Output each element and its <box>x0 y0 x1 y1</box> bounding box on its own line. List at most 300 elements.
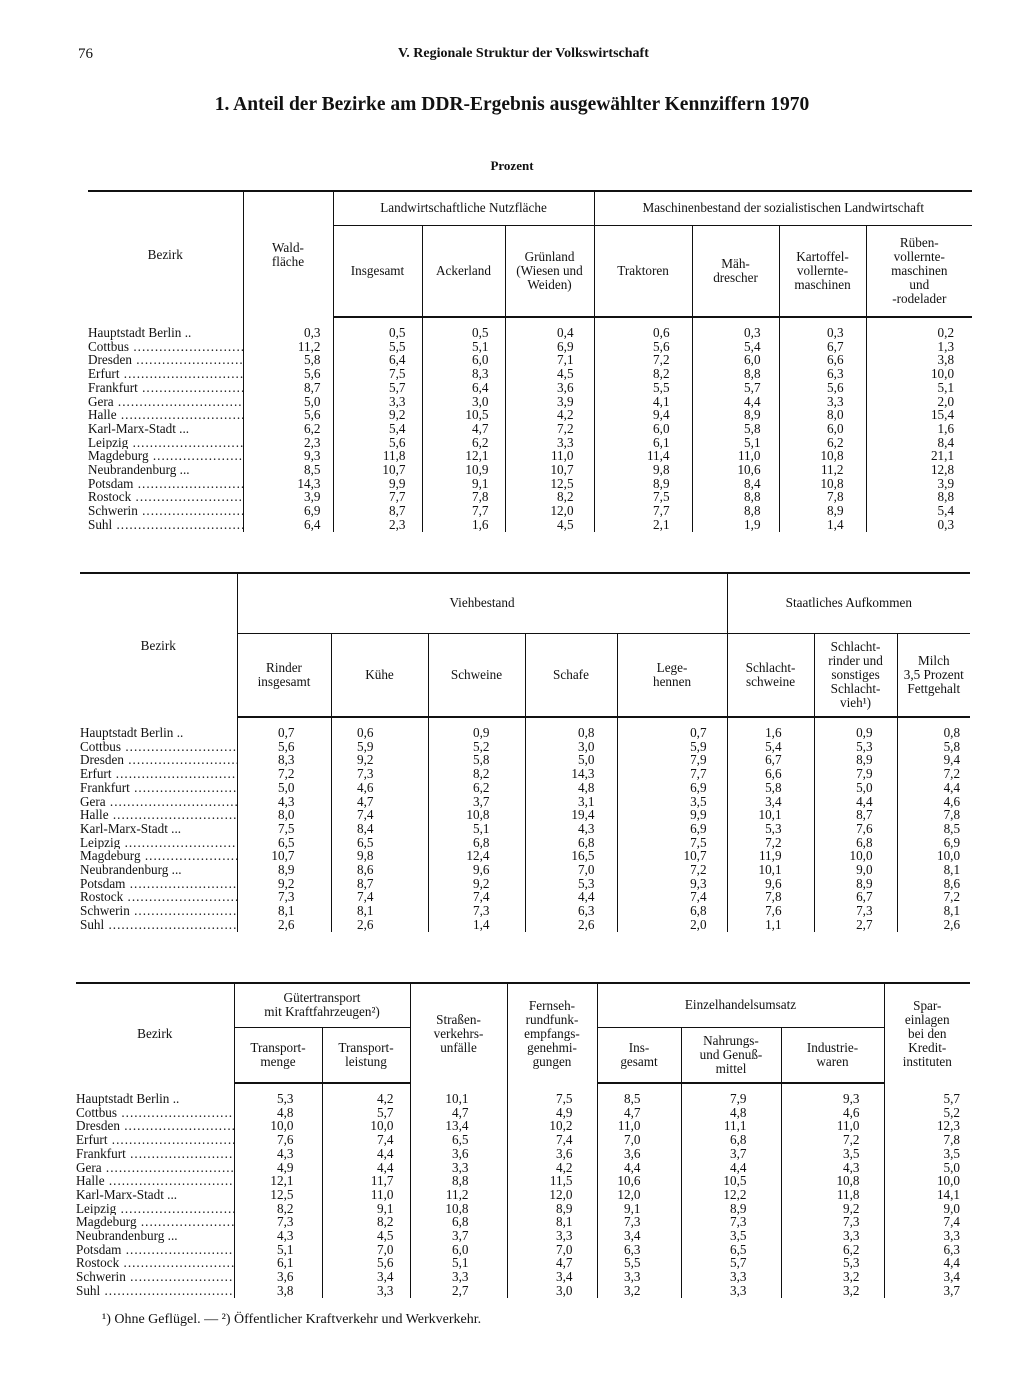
table-row <box>80 877 970 891</box>
table-cell: 7,9 <box>814 767 897 781</box>
bezirk-name: Gera ..... <box>80 795 237 809</box>
table-cell: 7,4 <box>428 890 525 904</box>
table-cell: 6,3 <box>597 1243 681 1257</box>
table-cell: 4,5 <box>505 367 594 381</box>
table-cell: 4,8 <box>234 1106 322 1120</box>
table-cell: 5,8 <box>897 740 970 754</box>
table-cell: 12,0 <box>507 1188 597 1202</box>
table-cell: 10,7 <box>505 463 594 477</box>
table-cell: 11,0 <box>505 449 594 463</box>
bezirk-name: Cottbus ..... <box>88 340 243 354</box>
table-cell: 21,1 <box>866 449 972 463</box>
table-cell: 4,7 <box>331 795 428 809</box>
table-cell: 12,5 <box>505 477 594 491</box>
table-cell: 0,4 <box>505 317 594 340</box>
table-cell: 11,1 <box>681 1119 781 1133</box>
table-row <box>76 1106 970 1120</box>
table-cell: 10,0 <box>884 1174 970 1188</box>
table-cell: 3,3 <box>681 1270 781 1284</box>
table-cell: 9,6 <box>428 863 525 877</box>
table-cell: 3,6 <box>234 1270 322 1284</box>
table-cell: 12,0 <box>505 504 594 518</box>
header-bezirk: Bezirk <box>88 191 243 317</box>
table-cell: 5,9 <box>617 740 727 754</box>
table-cell: 7,6 <box>234 1133 322 1147</box>
table-cell: 6,8 <box>617 904 727 918</box>
table-cell: 7,3 <box>597 1215 681 1229</box>
table-cell: 7,7 <box>333 490 422 504</box>
table-cell: 4,3 <box>525 822 617 836</box>
header-fernsehgenehmigungen: Fernseh- rundfunk- empfangs- genehmi- gungen <box>507 983 597 1083</box>
table-cell: 5,8 <box>692 422 779 436</box>
table-row <box>88 449 972 463</box>
bezirk-name: Magdeburg ..... <box>80 849 237 863</box>
table-cell: 8,9 <box>507 1202 597 1216</box>
table-cell: 4,1 <box>594 395 692 409</box>
bezirk-name: Erfurt ..... <box>88 367 243 381</box>
table-cell: 6,8 <box>525 836 617 850</box>
table-cell: 10,8 <box>781 1174 884 1188</box>
table-cell: 14,1 <box>884 1188 970 1202</box>
bezirk-name: Leipzig ..... <box>80 836 237 850</box>
table-cell: 7,0 <box>525 863 617 877</box>
table-cell: 7,9 <box>617 753 727 767</box>
table-row <box>80 781 970 795</box>
bezirk-name: Cottbus ..... <box>76 1106 234 1120</box>
header-group-nutzflaeche: Landwirtschaftliche Nutzfläche <box>333 191 594 225</box>
table-cell: 7,3 <box>681 1215 781 1229</box>
table-cell: 3,3 <box>781 1229 884 1243</box>
bezirk-name: Halle ..... <box>80 808 237 822</box>
table-row <box>76 1229 970 1243</box>
bezirk-name: Dresden ..... <box>88 353 243 367</box>
table-cell: 6,9 <box>617 822 727 836</box>
table-row <box>88 353 972 367</box>
table-row <box>88 504 972 518</box>
table-cell: 3,3 <box>507 1229 597 1243</box>
bezirk-name: Cottbus ..... <box>80 740 237 754</box>
table-cell: 5,0 <box>525 753 617 767</box>
table-cell: 6,2 <box>781 1243 884 1257</box>
table-cell: 3,8 <box>866 353 972 367</box>
table-cell: 7,2 <box>897 890 970 904</box>
table-cell: 10,5 <box>681 1174 781 1188</box>
table-cell: 3,1 <box>525 795 617 809</box>
table-cell: 9,4 <box>897 753 970 767</box>
bezirk-name: Magdeburg ..... <box>76 1215 234 1229</box>
table-cell: 5,7 <box>322 1106 410 1120</box>
table-cell: 5,8 <box>727 781 814 795</box>
table-cell: 11,8 <box>781 1188 884 1202</box>
table-cell: 3,3 <box>333 395 422 409</box>
table-cell: 7,6 <box>727 904 814 918</box>
table-cell: 0,5 <box>333 317 422 340</box>
table-cell: 5,7 <box>681 1256 781 1270</box>
table-cell: 10,6 <box>692 463 779 477</box>
table-cell: 6,6 <box>727 767 814 781</box>
table-cell: 5,6 <box>237 740 331 754</box>
table-cell: 12,2 <box>681 1188 781 1202</box>
table-cell: 1,4 <box>428 918 525 932</box>
table-cell: 7,2 <box>781 1133 884 1147</box>
table-cell: 6,7 <box>779 340 866 354</box>
bezirk-name: Potsdam ..... <box>80 877 237 891</box>
table-cell: 4,4 <box>897 781 970 795</box>
table-cell: 2,6 <box>331 918 428 932</box>
table-cell: 7,7 <box>617 767 727 781</box>
header-schafe: Schafe <box>525 633 617 717</box>
table-cell: 7,4 <box>331 808 428 822</box>
table-cell: 8,7 <box>243 381 333 395</box>
table-cell: 2,0 <box>617 918 727 932</box>
table-cell: 8,9 <box>681 1202 781 1216</box>
table-cell: 8,4 <box>866 436 972 450</box>
table-cell: 4,4 <box>692 395 779 409</box>
header-industriewaren: Industrie- waren <box>781 1027 884 1083</box>
table-cell: 2,3 <box>333 518 422 532</box>
table-cell: 5,6 <box>779 381 866 395</box>
table-transport-and-retail <box>76 982 970 1298</box>
table-row <box>88 436 972 450</box>
table-cell: 8,9 <box>814 753 897 767</box>
table-cell: 6,3 <box>884 1243 970 1257</box>
table-cell: 9,8 <box>594 463 692 477</box>
table-cell: 8,7 <box>333 504 422 518</box>
table-cell: 8,6 <box>897 877 970 891</box>
table-row <box>88 477 972 491</box>
table-cell: 0,8 <box>525 717 617 740</box>
table-cell: 5,9 <box>331 740 428 754</box>
table-cell: 4,4 <box>884 1256 970 1270</box>
table-row <box>80 717 970 740</box>
table-cell: 11,0 <box>322 1188 410 1202</box>
table-cell: 9,2 <box>428 877 525 891</box>
table-cell: 9,2 <box>333 408 422 422</box>
table-cell: 5,8 <box>428 753 525 767</box>
table-cell: 7,0 <box>507 1243 597 1257</box>
table-cell: 0,3 <box>779 317 866 340</box>
bezirk-name: Rostock ..... <box>76 1256 234 1270</box>
table-cell: 7,3 <box>237 890 331 904</box>
table-row <box>76 1133 970 1147</box>
table-cell: 3,5 <box>781 1147 884 1161</box>
header-transportmenge: Transport- menge <box>234 1027 322 1083</box>
table-cell: 12,8 <box>866 463 972 477</box>
table-cell: 8,0 <box>237 808 331 822</box>
table-cell: 6,5 <box>331 836 428 850</box>
table-cell: 3,8 <box>234 1284 322 1298</box>
table-cell: 6,8 <box>681 1133 781 1147</box>
table-cell: 0,9 <box>814 717 897 740</box>
table-cell: 8,9 <box>814 877 897 891</box>
table-cell: 2,6 <box>897 918 970 932</box>
table-cell: 7,3 <box>781 1215 884 1229</box>
table-cell: 6,2 <box>428 781 525 795</box>
table-cell: 1,6 <box>727 717 814 740</box>
header-group-maschinenbestand: Maschinenbestand der sozialistischen Landwirtschaft <box>594 191 972 225</box>
table-cell: 5,6 <box>243 408 333 422</box>
table-cell: 4,4 <box>525 890 617 904</box>
table-cell: 5,6 <box>333 436 422 450</box>
table-cell: 8,5 <box>597 1083 681 1106</box>
table-cell: 8,7 <box>814 808 897 822</box>
table-row <box>80 836 970 850</box>
table-cell: 5,1 <box>428 822 525 836</box>
table-cell: 4,9 <box>234 1161 322 1175</box>
bezirk-name: Potsdam ..... <box>76 1243 234 1257</box>
table-cell: 11,9 <box>727 849 814 863</box>
table-cell: 9,2 <box>331 753 428 767</box>
table-row <box>76 1256 970 1270</box>
header-group-guetertransport: Gütertransport mit Kraftfahrzeugen²) <box>234 983 410 1027</box>
table-cell: 4,9 <box>507 1106 597 1120</box>
table-cell: 5,6 <box>243 367 333 381</box>
table-cell: 2,1 <box>594 518 692 532</box>
table-cell: 0,8 <box>897 717 970 740</box>
bezirk-name: Schwerin ..... <box>88 504 243 518</box>
table-cell: 6,0 <box>422 353 505 367</box>
table-cell: 3,3 <box>597 1270 681 1284</box>
table-cell: 0,6 <box>331 717 428 740</box>
table-cell: 4,7 <box>597 1106 681 1120</box>
table-cell: 3,2 <box>597 1284 681 1298</box>
table-cell: 8,6 <box>331 863 428 877</box>
header-milch: Milch 3,5 Prozent Fettgehalt <box>897 633 970 717</box>
table-cell: 7,4 <box>507 1133 597 1147</box>
table-cell: 6,8 <box>428 836 525 850</box>
table-cell: 3,5 <box>884 1147 970 1161</box>
table-cell: 7,3 <box>331 767 428 781</box>
table-cell: 5,4 <box>727 740 814 754</box>
table-cell: 11,2 <box>243 340 333 354</box>
table-cell: 8,8 <box>410 1174 507 1188</box>
table-cell: 4,2 <box>507 1161 597 1175</box>
table-cell: 3,7 <box>681 1147 781 1161</box>
table-cell: 6,1 <box>594 436 692 450</box>
table-cell: 4,4 <box>681 1161 781 1175</box>
bezirk-name: Suhl ..... <box>88 518 243 532</box>
table-row <box>76 1270 970 1284</box>
table-cell: 0,9 <box>428 717 525 740</box>
bezirk-name: Potsdam ..... <box>88 477 243 491</box>
table-row <box>88 367 972 381</box>
table-cell: 12,3 <box>884 1119 970 1133</box>
table-cell: 3,4 <box>884 1270 970 1284</box>
table-cell: 11,0 <box>781 1119 884 1133</box>
table-cell: 10,7 <box>617 849 727 863</box>
table-cell: 9,2 <box>237 877 331 891</box>
table-cell: 4,3 <box>234 1147 322 1161</box>
table-cell: 3,9 <box>243 490 333 504</box>
header-waldflaeche: Wald- fläche <box>243 191 333 317</box>
header-strassenverkehrsunfaelle: Straßen- verkehrs- unfälle <box>410 983 507 1083</box>
table-cell: 3,9 <box>505 395 594 409</box>
table-cell: 1,4 <box>779 518 866 532</box>
table-cell: 2,6 <box>237 918 331 932</box>
table-cell: 7,5 <box>333 367 422 381</box>
table-cell: 5,3 <box>781 1256 884 1270</box>
table-cell: 10,8 <box>779 449 866 463</box>
table-cell: 8,1 <box>507 1215 597 1229</box>
table-row <box>80 808 970 822</box>
table-row <box>76 1243 970 1257</box>
table-cell: 5,7 <box>333 381 422 395</box>
table-cell: 8,2 <box>322 1215 410 1229</box>
table-cell: 1,3 <box>866 340 972 354</box>
table-cell: 6,7 <box>814 890 897 904</box>
table-cell: 6,0 <box>779 422 866 436</box>
header-rinder: Rinder insgesamt <box>237 633 331 717</box>
table-row <box>76 1174 970 1188</box>
table-cell: 3,3 <box>681 1284 781 1298</box>
table-cell: 3,4 <box>597 1229 681 1243</box>
header-schlachtschweine: Schlacht- schweine <box>727 633 814 717</box>
table-cell: 5,0 <box>814 781 897 795</box>
table-cell: 7,8 <box>422 490 505 504</box>
table-cell: 7,7 <box>422 504 505 518</box>
table-cell: 9,4 <box>594 408 692 422</box>
table-cell: 6,1 <box>234 1256 322 1270</box>
running-head: V. Regionale Struktur der Volkswirtschaft <box>398 46 649 61</box>
table-cell: 5,5 <box>597 1256 681 1270</box>
table-cell: 3,2 <box>781 1270 884 1284</box>
table-cell: 3,5 <box>681 1229 781 1243</box>
table-cell: 9,8 <box>331 849 428 863</box>
table-cell: 10,2 <box>507 1119 597 1133</box>
table-cell: 8,2 <box>234 1202 322 1216</box>
header-ruebenvollerntemaschinen: Rüben- vollernte- maschinen und -rodelader <box>866 225 972 317</box>
table-row <box>76 1119 970 1133</box>
bezirk-name: Suhl ..... <box>76 1284 234 1298</box>
table-cell: 3,7 <box>428 795 525 809</box>
table-cell: 1,1 <box>727 918 814 932</box>
table-land-and-machinery <box>88 190 972 532</box>
table-cell: 14,3 <box>525 767 617 781</box>
table-cell: 7,5 <box>594 490 692 504</box>
table-cell: 10,7 <box>333 463 422 477</box>
table-cell: 8,2 <box>428 767 525 781</box>
table-cell: 5,3 <box>727 822 814 836</box>
header-gruenland: Grünland (Wiesen und Weiden) <box>505 225 594 317</box>
table-cell: 6,5 <box>237 836 331 850</box>
header-spareinlagen: Spar- einlagen bei den Kredit- instituten <box>884 983 970 1083</box>
table-cell: 11,2 <box>410 1188 507 1202</box>
table-cell: 1,9 <box>692 518 779 532</box>
bezirk-name: Erfurt ..... <box>76 1133 234 1147</box>
table-cell: 0,3 <box>866 518 972 532</box>
table-cell: 8,9 <box>779 504 866 518</box>
table-row <box>80 767 970 781</box>
table-cell: 6,9 <box>243 504 333 518</box>
table-cell: 10,8 <box>779 477 866 491</box>
table-cell: 14,3 <box>243 477 333 491</box>
table-cell: 11,4 <box>594 449 692 463</box>
table-cell: 3,3 <box>884 1229 970 1243</box>
table-livestock-and-state-procurement <box>80 572 970 932</box>
table-cell: 9,3 <box>617 877 727 891</box>
bezirk-name: Frankfurt ..... <box>88 381 243 395</box>
table-cell: 4,4 <box>597 1161 681 1175</box>
table-cell: 7,8 <box>727 890 814 904</box>
table-cell: 6,2 <box>243 422 333 436</box>
table-cell: 7,2 <box>617 863 727 877</box>
bezirk-name: Schwerin ..... <box>80 904 237 918</box>
table-row <box>80 753 970 767</box>
table-row <box>88 422 972 436</box>
table-cell: 3,5 <box>617 795 727 809</box>
table-cell: 7,4 <box>331 890 428 904</box>
table-cell: 8,9 <box>237 863 331 877</box>
table-cell: 7,6 <box>814 822 897 836</box>
table-cell: 6,4 <box>422 381 505 395</box>
table-cell: 6,3 <box>525 904 617 918</box>
bezirk-name: Hauptstadt Berlin .. <box>80 724 184 740</box>
table-cell: 5,8 <box>243 353 333 367</box>
table-cell: 12,5 <box>234 1188 322 1202</box>
table-cell: 3,3 <box>505 436 594 450</box>
table-cell: 7,5 <box>507 1083 597 1106</box>
table-cell: 7,0 <box>322 1243 410 1257</box>
table-cell: 5,2 <box>884 1106 970 1120</box>
table-row <box>88 395 972 409</box>
table-cell: 10,1 <box>727 863 814 877</box>
table-cell: 5,3 <box>814 740 897 754</box>
table-cell: 4,3 <box>237 795 331 809</box>
table-cell: 9,9 <box>333 477 422 491</box>
table-cell: 0,5 <box>422 317 505 340</box>
table-cell: 1,6 <box>866 422 972 436</box>
bezirk-name: Frankfurt ..... <box>76 1147 234 1161</box>
table-cell: 8,8 <box>692 367 779 381</box>
table-cell: 8,8 <box>692 504 779 518</box>
table-cell: 6,7 <box>727 753 814 767</box>
table-cell: 5,1 <box>692 436 779 450</box>
table-cell: 10,0 <box>322 1119 410 1133</box>
table-cell: 9,3 <box>243 449 333 463</box>
bezirk-name: Frankfurt ..... <box>80 781 237 795</box>
table-cell: 8,4 <box>331 822 428 836</box>
table-cell: 10,0 <box>897 849 970 863</box>
unit-label: Prozent <box>490 158 534 173</box>
bezirk-name: Gera ..... <box>88 395 243 409</box>
table-cell: 6,0 <box>410 1243 507 1257</box>
table-cell: 10,1 <box>410 1083 507 1106</box>
header-bezirk: Bezirk <box>80 573 237 717</box>
table-cell: 7,2 <box>594 353 692 367</box>
table-cell: 7,4 <box>617 890 727 904</box>
table-cell: 2,7 <box>410 1284 507 1298</box>
table-cell: 11,2 <box>779 463 866 477</box>
table-cell: 8,9 <box>692 408 779 422</box>
table-cell: 9,0 <box>814 863 897 877</box>
table-row <box>88 381 972 395</box>
table-cell: 3,6 <box>505 381 594 395</box>
table-cell: 4,4 <box>322 1161 410 1175</box>
table-cell: 7,8 <box>897 808 970 822</box>
table-cell: 8,1 <box>331 904 428 918</box>
table-cell: 4,7 <box>422 422 505 436</box>
table-row <box>80 740 970 754</box>
table-cell: 3,6 <box>597 1147 681 1161</box>
table-cell: 6,0 <box>594 422 692 436</box>
table-cell: 8,9 <box>594 477 692 491</box>
table-cell: 10,9 <box>422 463 505 477</box>
table-cell: 0,3 <box>243 317 333 340</box>
table-cell: 10,0 <box>866 367 972 381</box>
table-cell: 7,1 <box>505 353 594 367</box>
header-legehennen: Lege- hennen <box>617 633 727 717</box>
header-maehdrescher: Mäh- drescher <box>692 225 779 317</box>
